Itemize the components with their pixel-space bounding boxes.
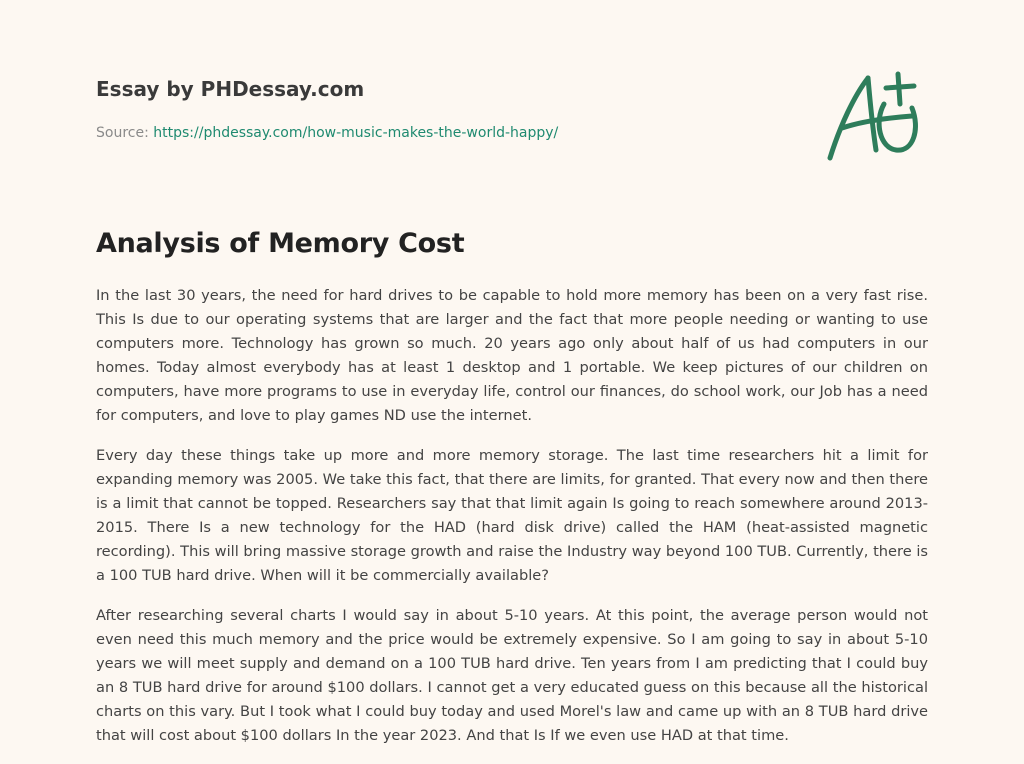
- article-title: Analysis of Memory Cost: [96, 228, 465, 259]
- article-body: [96, 284, 928, 764]
- paragraph: Every day these things take up more and more memory storage. The last time researchers hit a limit for expanding memory was 2005. We take this fact, that there are limits, for granted. That every now and then there is a limit that cannot be topped. Researchers say that that limit again Is going to reach somewhere around 2013-2015. There Is a new technology for the HAD (hard disk drive) called the HAM (heat-assisted magnetic recording). This will bring massive storage growth and raise the Industry way beyond 100 TUB. Currently, there is a 100 TUB hard drive. When will it be commercially available?: [96, 447, 928, 584]
- site-brand: Essay by PHDessay.com: [96, 77, 365, 101]
- page-header: [96, 74, 796, 142]
- paragraph: After researching several charts I would say in about 5-10 years. At this point, the average person would not even need this much memory and the price would be extremely expensive. So I am going to say in about 5-10 years we will meet supply and demand on a 100 TUB hard drive. Ten years from I am predicting that I could buy an 8 TUB hard drive for around $100 dollars. I cannot get a very educated guess on this because all the historical charts on this vary. But I took what I could buy today and used Morel's law and came up with an 8 TUB hard drive that will cost about $100 dollars In the year 2023. And that Is If we even use HAD at that time.: [96, 607, 928, 744]
- source-link[interactable]: https://phdessay.com/how-music-makes-the-world-happy/: [153, 125, 559, 141]
- source-label: Source:: [96, 125, 154, 141]
- paragraph: In the last 30 years, the need for hard drives to be capable to hold more memory has been on a very fast rise. This Is due to our operating systems that are larger and the fact that more people needing or wanting to use computers more. Technology has grown so much. 20 years ago only about half of us had computers in our homes. Today almost everybody has at least 1 desktop and 1 portable. We keep pictures of our children on computers, have more programs to use in everyday life, control our finances, do school work, our Job has a need for computers, and love to play games ND use the internet.: [96, 287, 928, 424]
- source-line: [96, 124, 796, 142]
- a-plus-logo-icon: [820, 66, 930, 166]
